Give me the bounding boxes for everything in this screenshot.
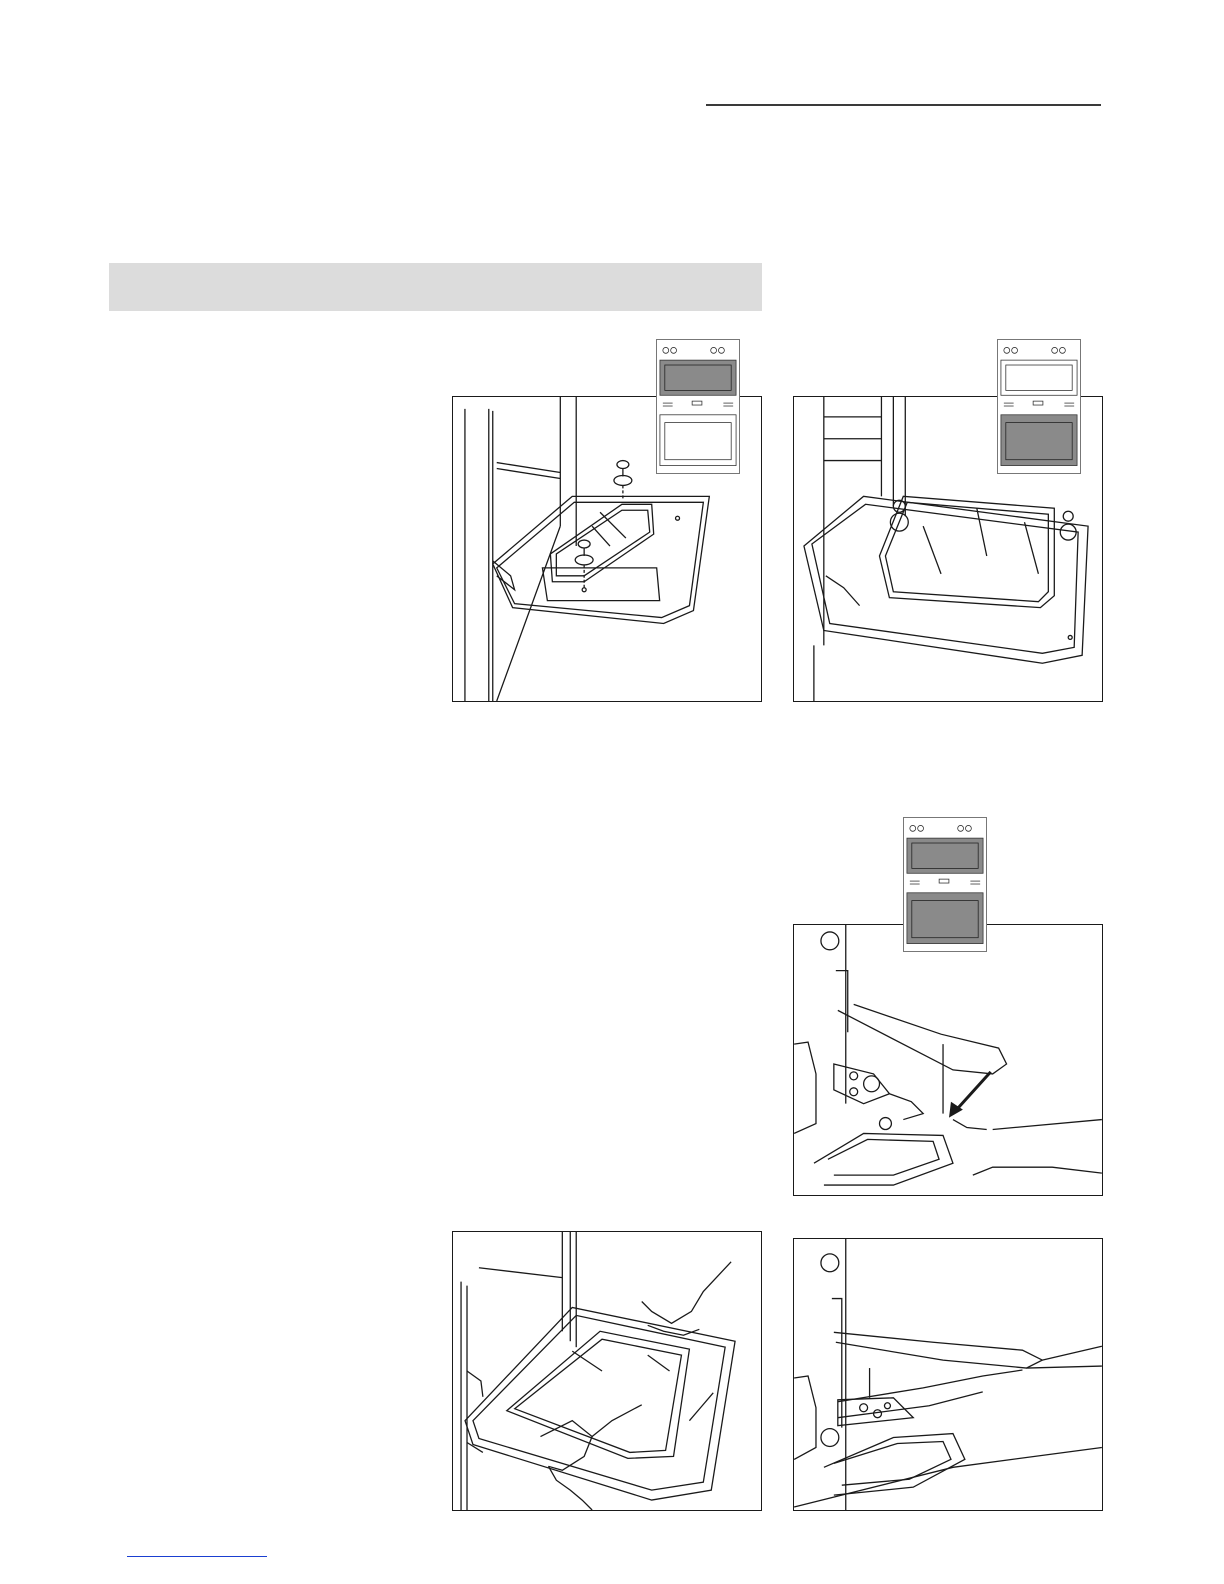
figure-hinge-lever-closed <box>793 1238 1103 1511</box>
hinge-lever-illustration <box>794 925 1102 1195</box>
figure-door-lift <box>452 1231 762 1511</box>
figure-hinge-lever-open <box>793 924 1103 1196</box>
header-rule <box>706 104 1101 106</box>
door-lift-hands-illustration <box>453 1232 761 1510</box>
section-heading-bar <box>109 263 762 311</box>
hinge-closed-illustration <box>794 1239 1102 1510</box>
oven-locator-inset-upper <box>656 339 740 474</box>
oven-locator-inset-lower <box>997 339 1081 474</box>
oven-locator-inset-both <box>903 817 987 952</box>
footer-link-underline[interactable] <box>127 1556 267 1557</box>
